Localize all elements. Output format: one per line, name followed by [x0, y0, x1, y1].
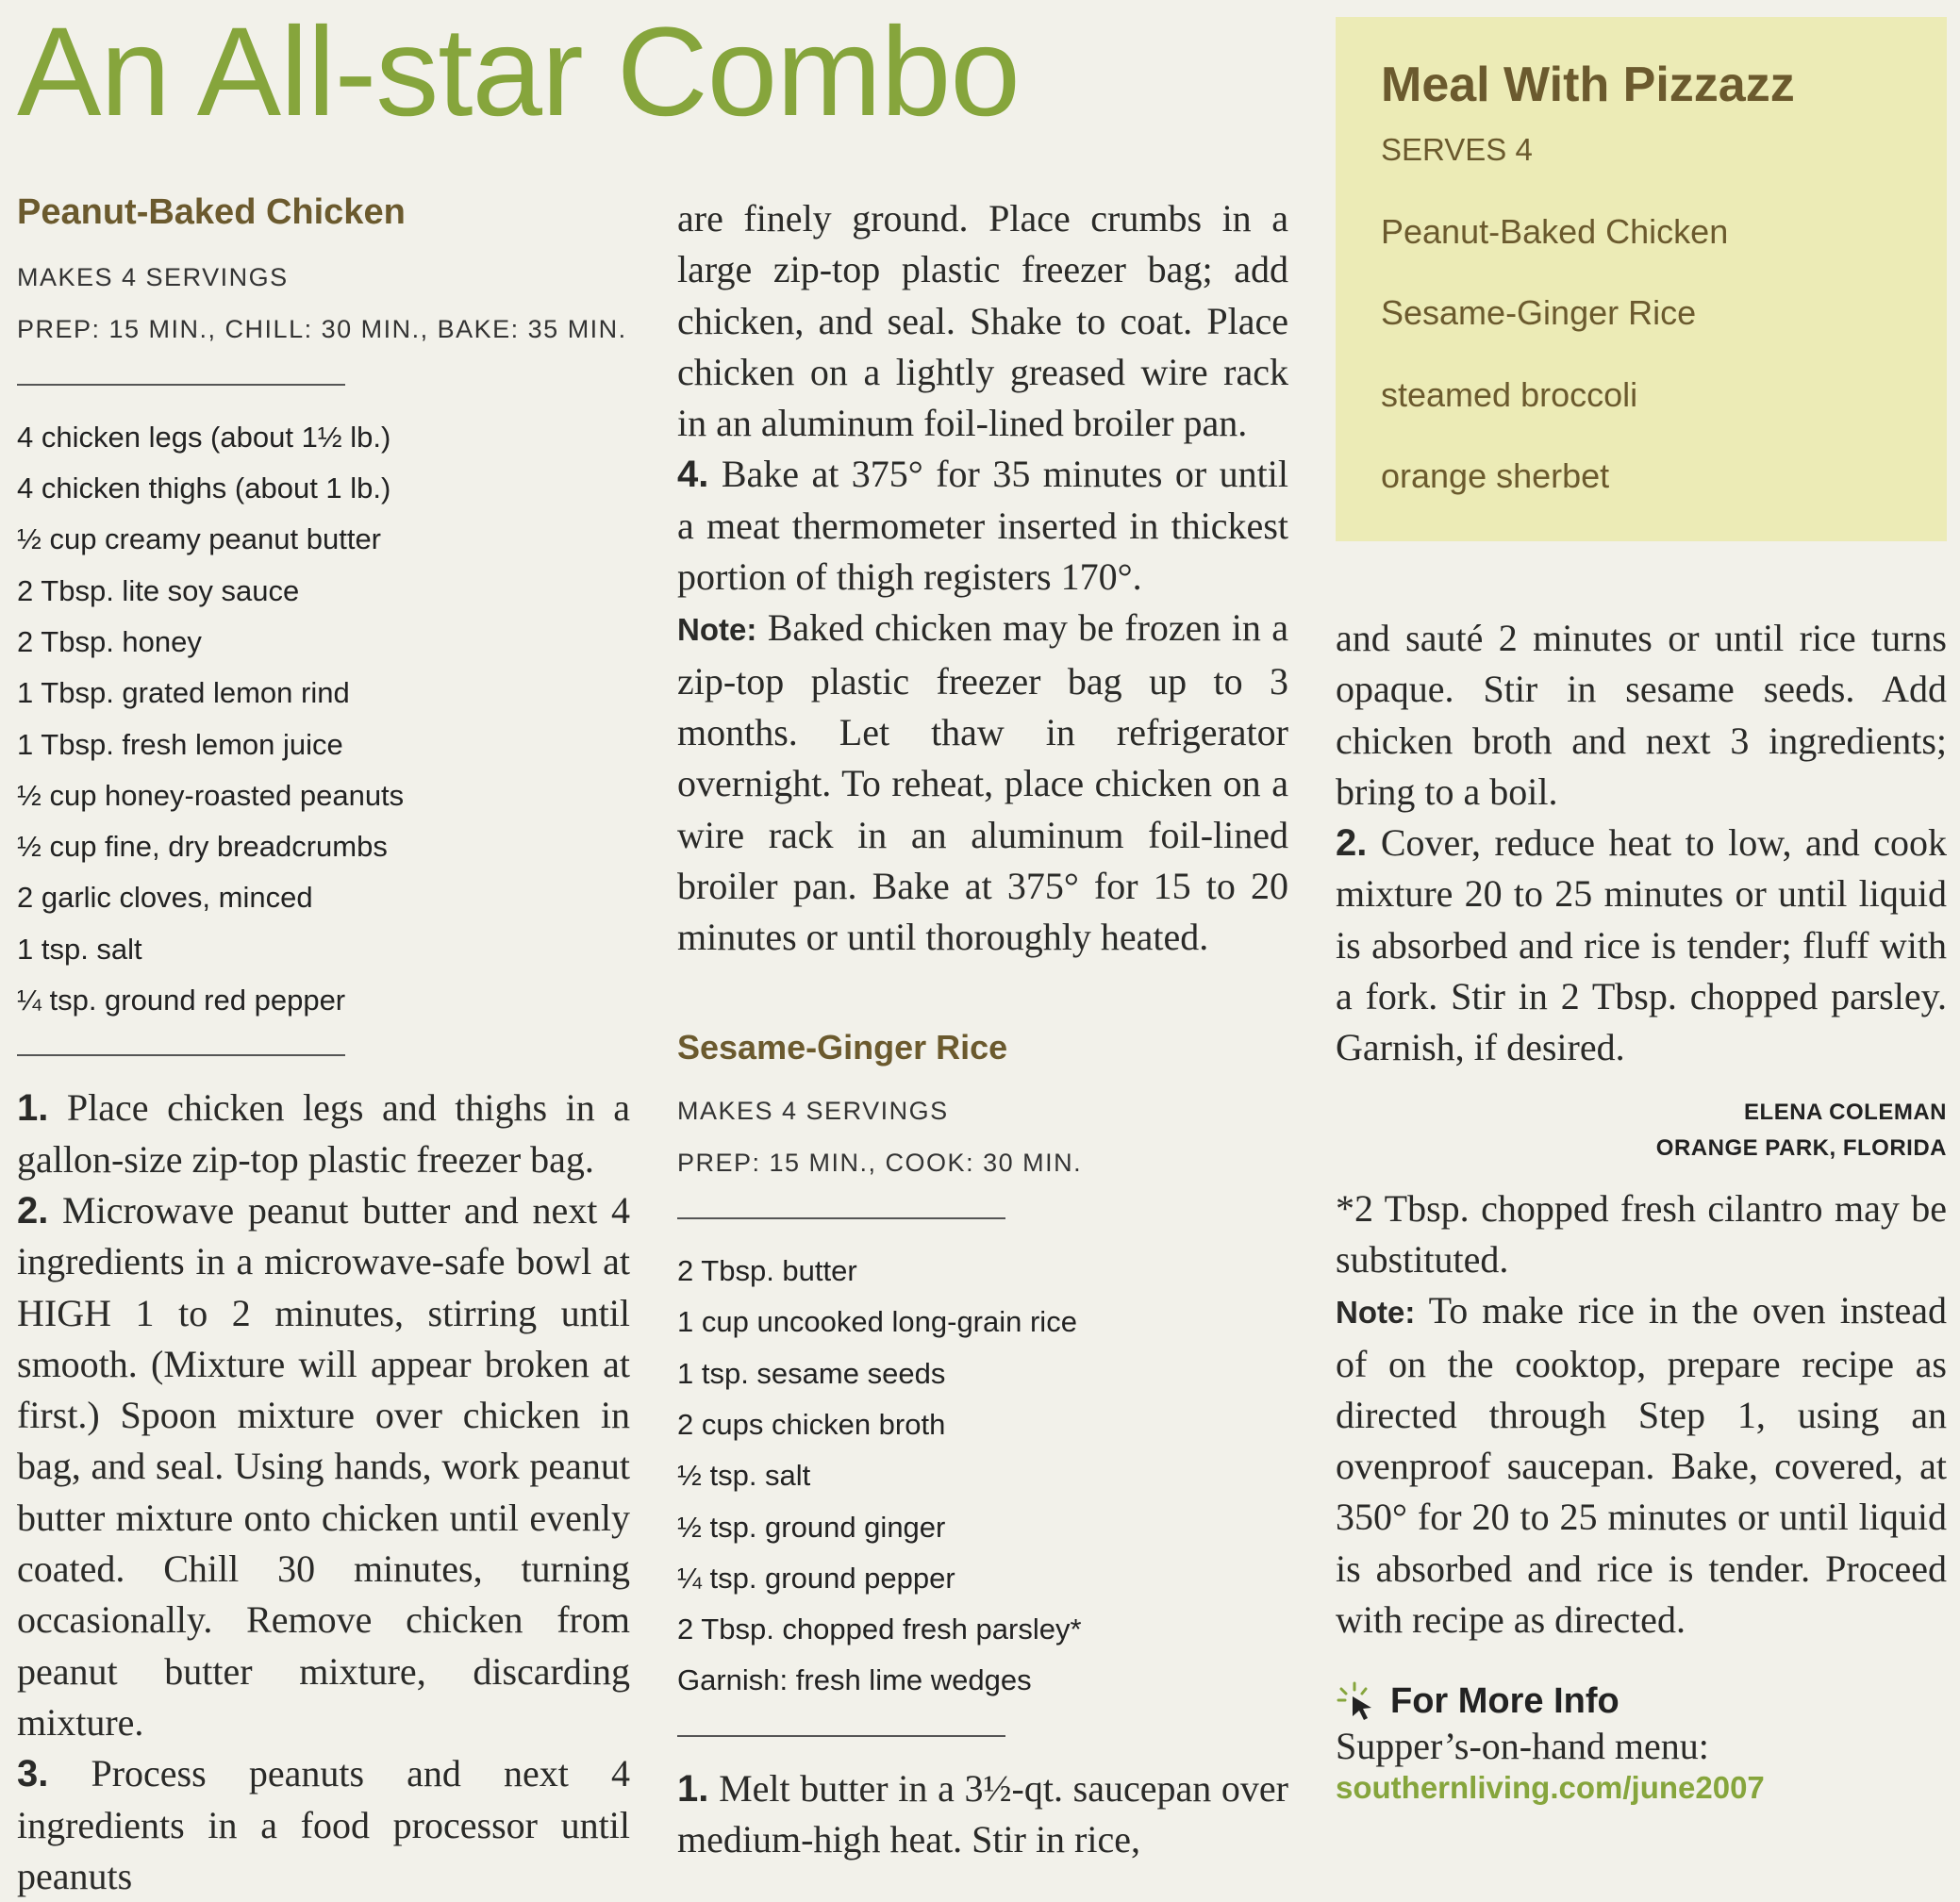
recipe-1-title: Peanut-Baked Chicken — [17, 192, 406, 232]
ingredient: 2 Tbsp. honey — [17, 624, 202, 658]
more-info-heading: For More Info — [1336, 1679, 1947, 1723]
ingredient: 1 tsp. sesame seeds — [677, 1356, 946, 1390]
menu-item: steamed broccoli — [1381, 375, 1638, 414]
ingredient: 2 cups chicken broth — [677, 1407, 946, 1441]
recipe-1-note: Note: Baked chicken may be frozen in a zip-top plastic freezer bag up to 3 months. Let thaw in refrigerator overnight. To reheat, place chicken on a wire rack in an aluminum foil-lined broiler pan. Bake at 375° for 15 to 20 minutes or until thoroughly heated. — [677, 606, 1289, 959]
recipe-1-servings: MAKES 4 SERVINGS — [17, 262, 289, 291]
recipe-1-ingredients — [17, 412, 630, 1027]
column-1 — [17, 193, 630, 1902]
ingredient: ½ tsp. salt — [677, 1459, 811, 1493]
ingredient: 1 Tbsp. grated lemon rind — [17, 676, 350, 710]
ingredient: ½ tsp. ground ginger — [677, 1510, 946, 1544]
ingredient: ½ cup creamy peanut butter — [17, 522, 382, 556]
ingredient: 2 Tbsp. lite soy sauce — [17, 573, 300, 607]
recipe-2-note: Note: To make rice in the oven instead of on the cooktop, prepare recipe as directed through Step 1, using an ovenproof saucepan. Bake, covered, at 350° for 20 to 25 minutes or until liquid is absorbed and rice is tender. Proceed with recipe as directed. — [1336, 1289, 1947, 1642]
column-2 — [677, 193, 1288, 1865]
more-info-text: Supper’s-on-hand menu: — [1336, 1725, 1709, 1768]
divider — [677, 1735, 1005, 1737]
credit-name: ELENA COLEMAN — [1744, 1099, 1947, 1125]
menu-sidebar — [1336, 17, 1947, 541]
ingredient: ¼ tsp. ground red pepper — [17, 984, 346, 1017]
credit-location: ORANGE PARK, FLORIDA — [1655, 1134, 1947, 1161]
recipe-2-title: Sesame-Ginger Rice — [677, 1028, 1008, 1067]
ingredient: 2 Tbsp. chopped fresh parsley* — [677, 1613, 1082, 1646]
divider — [17, 384, 345, 386]
ingredient: 1 cup uncooked long-grain rice — [677, 1305, 1077, 1339]
ingredient: 1 tsp. salt — [17, 932, 142, 966]
ingredient: 1 Tbsp. fresh lemon juice — [17, 727, 343, 761]
recipe-1-times: PREP: 15 MIN., CHILL: 30 MIN., BAKE: 35 MIN. — [17, 314, 627, 343]
divider — [677, 1217, 1005, 1219]
recipe-2-times: PREP: 15 MIN., COOK: 30 MIN. — [677, 1149, 1083, 1178]
ingredient: ½ cup honey-roasted peanuts — [17, 778, 405, 812]
menu-serves: SERVES 4 — [1381, 132, 1533, 167]
recipe-2-step-1-continued: and sauté 2 minutes or until rice turns opaque. Stir in sesame seeds. Add chicken broth and next 3 ingredients; bring to a boil. — [1336, 617, 1947, 813]
ingredient: 4 chicken thighs (about 1 lb.) — [17, 471, 391, 505]
menu-item: Sesame-Ginger Rice — [1381, 293, 1697, 332]
recipe-2-step-1-start: 1. Melt butter in a 3½-qt. saucepan over medium-high heat. Stir in rice, — [677, 1766, 1289, 1861]
click-cursor-icon — [1336, 1679, 1379, 1723]
recipe-1-step-2: 2. Microwave peanut butter and next 4 ingredients in a microwave-safe bowl at HIGH 1 to 2 minutes, stirring until smooth. (Mixture will appear broken at first.) Spoon mixture over chicken in bag, and seal. Using hands, work peanut butter mixture onto chicken until evenly coated. Chill 30 minutes, turning occasionally. Remove chicken from peanut butter mixture, discarding mixture. — [17, 1188, 630, 1744]
ingredient: 2 Tbsp. butter — [677, 1254, 857, 1288]
recipe-1-step-3-start: 3. Process peanuts and next 4 ingredients in a food processor until peanuts — [17, 1752, 630, 1897]
menu-item: Peanut-Baked Chicken — [1381, 212, 1729, 251]
ingredient: ½ cup fine, dry breadcrumbs — [17, 830, 388, 864]
column-3 — [1336, 613, 1947, 1806]
recipe-2-ingredients — [677, 1246, 1288, 1707]
recipe-1-step-3-continued: are finely ground. Place crumbs in a large zip-top plastic freezer bag; add chicken, and seal. Shake to coat. Place chicken on a lightly greased wire rack in an aluminum foil-lined broiler pan. — [677, 197, 1288, 445]
recipe-2-step-2: 2. Cover, reduce heat to low, and cook mixture 20 to 25 minutes or until liquid is absorbed and rice is tender; fluff with a fork. Stir in 2 Tbsp. chopped parsley. Garnish, if desired. — [1336, 821, 1947, 1069]
ingredient: 2 garlic cloves, minced — [17, 881, 313, 915]
recipe-1-step-4: 4. Bake at 375° for 35 minutes or until a meat thermometer inserted in thickest portion of thigh registers 170°. — [677, 453, 1288, 599]
more-info-link[interactable]: southernliving.com/june2007 — [1336, 1770, 1765, 1806]
ingredient: 4 chicken legs (about 1½ lb.) — [17, 420, 391, 454]
recipe-1-step-1: 1. Place chicken legs and thighs in a gallon-size zip-top plastic freezer bag. — [17, 1086, 631, 1181]
recipe-2-servings: MAKES 4 SERVINGS — [677, 1097, 949, 1126]
ingredient: ¼ tsp. ground pepper — [677, 1561, 955, 1595]
page-title: An All-star Combo — [17, 2, 1020, 142]
footnote: *2 Tbsp. chopped fresh cilantro may be substituted. — [1336, 1186, 1947, 1281]
menu-item: orange sherbet — [1381, 456, 1610, 495]
divider — [17, 1054, 345, 1056]
ingredient: Garnish: fresh lime wedges — [677, 1663, 1032, 1697]
menu-title: Meal With Pizzazz — [1381, 58, 1795, 112]
